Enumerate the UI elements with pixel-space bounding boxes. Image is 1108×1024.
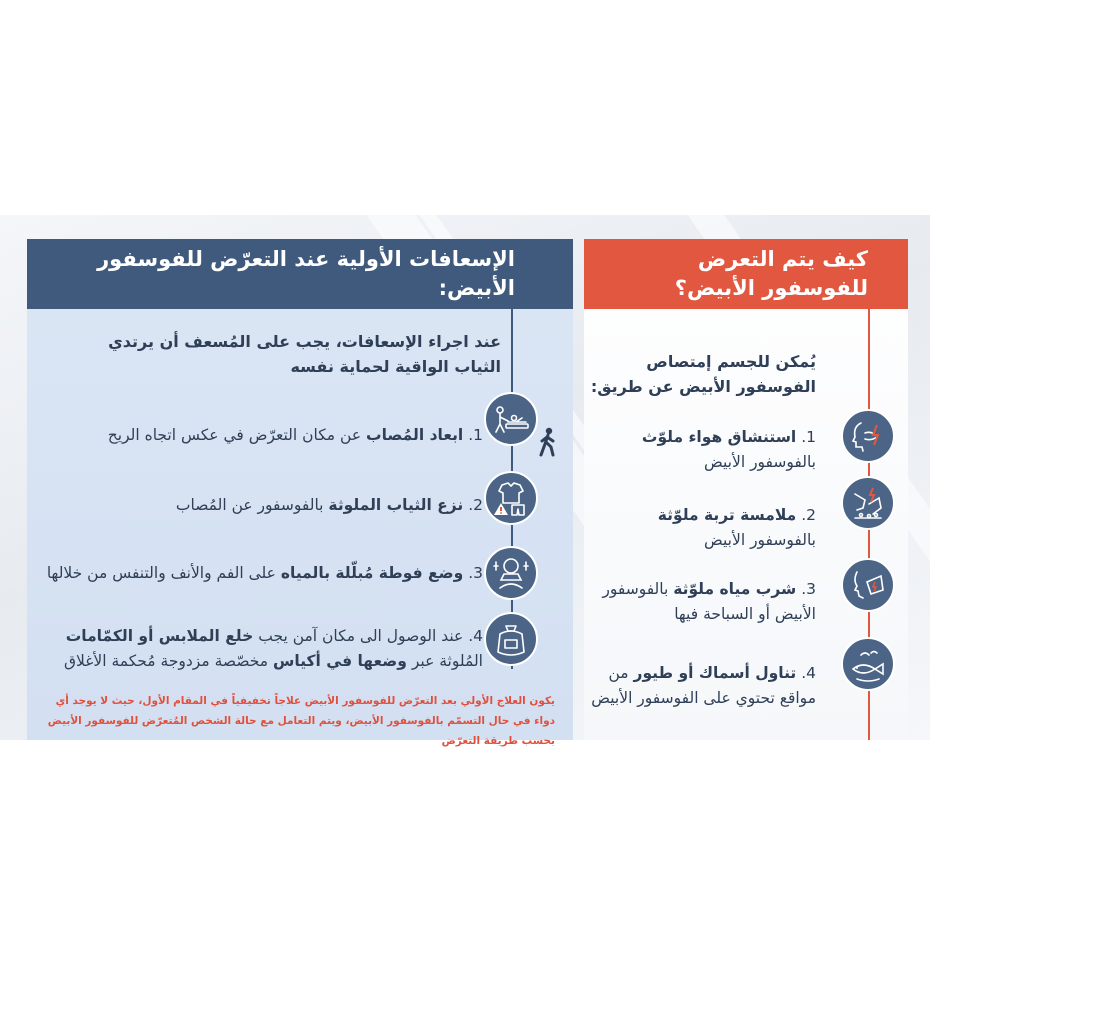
- step-bold-text: شرب مياه ملوّثة: [673, 580, 797, 598]
- step-number: 2.: [468, 496, 483, 514]
- step-bold-text: وضعها في أكياس: [273, 652, 407, 670]
- step-number: 4.: [801, 664, 816, 682]
- step-text: عن مكان التعرّض في عكس اتجاه الريح: [107, 426, 366, 444]
- step-text: من مواقع تحتوي على الفوسفور الأبيض: [591, 664, 816, 707]
- step-bold-text: وضع فوطة مُبلّلة بالمياه: [280, 564, 464, 582]
- rescue-icon: [484, 392, 538, 446]
- step-text: المُلوثة عبر: [406, 652, 483, 670]
- exposure-step-4: [591, 661, 816, 711]
- walking-person-icon: [537, 427, 559, 457]
- first-aid-intro: عند اجراء الإسعافات، يجب على المُسعف أن يرتدي الثياب الواقية لحماية نفسه: [108, 332, 501, 376]
- exposure-panel: [584, 239, 908, 740]
- wet-towel-icon: [484, 546, 538, 600]
- exposure-step-2: [591, 503, 816, 553]
- exposure-header: [584, 239, 908, 309]
- step-bold-text: خلع الملابس أو الكمّامات: [65, 627, 254, 645]
- step-number: 3.: [468, 564, 483, 582]
- step-number: 2.: [801, 506, 816, 524]
- step-number: 4.: [468, 627, 483, 645]
- soil-touch-icon: [841, 476, 895, 530]
- step-text: بالفوسفور الأبيض: [704, 531, 816, 549]
- step-number: 3.: [801, 580, 816, 598]
- step-text: عند الوصول الى مكان آمن يجب: [253, 627, 469, 645]
- clothes-warning-icon: [484, 471, 538, 525]
- bag-icon: [484, 612, 538, 666]
- step-text: على الفم والأنف والتنفس من خلالها: [46, 564, 281, 582]
- first-aid-step-2: [83, 493, 483, 518]
- drink-icon: [841, 558, 895, 612]
- exposure-intro: يُمكن للجسم إمتصاص الفوسفور الأبيض عن طريق:: [590, 352, 816, 396]
- step-bold-text: تناول أسماك أو طيور: [633, 664, 797, 682]
- step-text: بالفوسفور الأبيض: [704, 453, 816, 471]
- first-aid-panel: [27, 239, 573, 747]
- step-bold-text: استنشاق هواء ملوّث: [641, 428, 797, 446]
- first-aid-step-3: [23, 561, 483, 586]
- infographic: [0, 215, 930, 747]
- step-bold-text: نزع الثياب الملوثة: [328, 496, 464, 514]
- step-text: مخصّصة مزدوجة مُحكمة الأغلاق: [63, 652, 273, 670]
- step-bold-text: ملامسة تربة ملوّثة: [657, 506, 797, 524]
- first-aid-header: [27, 239, 573, 309]
- inhale-icon: [841, 409, 895, 463]
- step-text: بالفوسفور عن المُصاب: [175, 496, 329, 514]
- exposure-step-1: [591, 425, 816, 475]
- exposure-title: كيف يتم التعرض للفوسفور الأبيض؟: [674, 247, 868, 300]
- first-aid-note: يكون العلاج الأولي بعد التعرّض للفوسفور الأبيض علاجاً تخفيفياً في المقام الأول، حيث لا يوجد أي دواء في حال التسمّم بالفوسفور الأبيض، ويتم التعامل مع حالة الشخص المُتعرّض للفوسفور الأبيض بحسب طريقة التعرّض: [47, 695, 555, 747]
- step-number: 1.: [801, 428, 816, 446]
- first-aid-step-4: [13, 624, 483, 674]
- fish-bird-icon: [841, 637, 895, 691]
- step-bold-text: ابعاد المُصاب: [366, 426, 464, 444]
- exposure-step-3: [591, 577, 816, 627]
- step-number: 1.: [468, 426, 483, 444]
- first-aid-title: الإسعافات الأولية عند التعرّض للفوسفور الأبيض:: [97, 247, 515, 300]
- first-aid-step-1: [43, 423, 483, 448]
- step-text: بالفوسفور الأبيض أو السباحة فيها: [602, 580, 816, 623]
